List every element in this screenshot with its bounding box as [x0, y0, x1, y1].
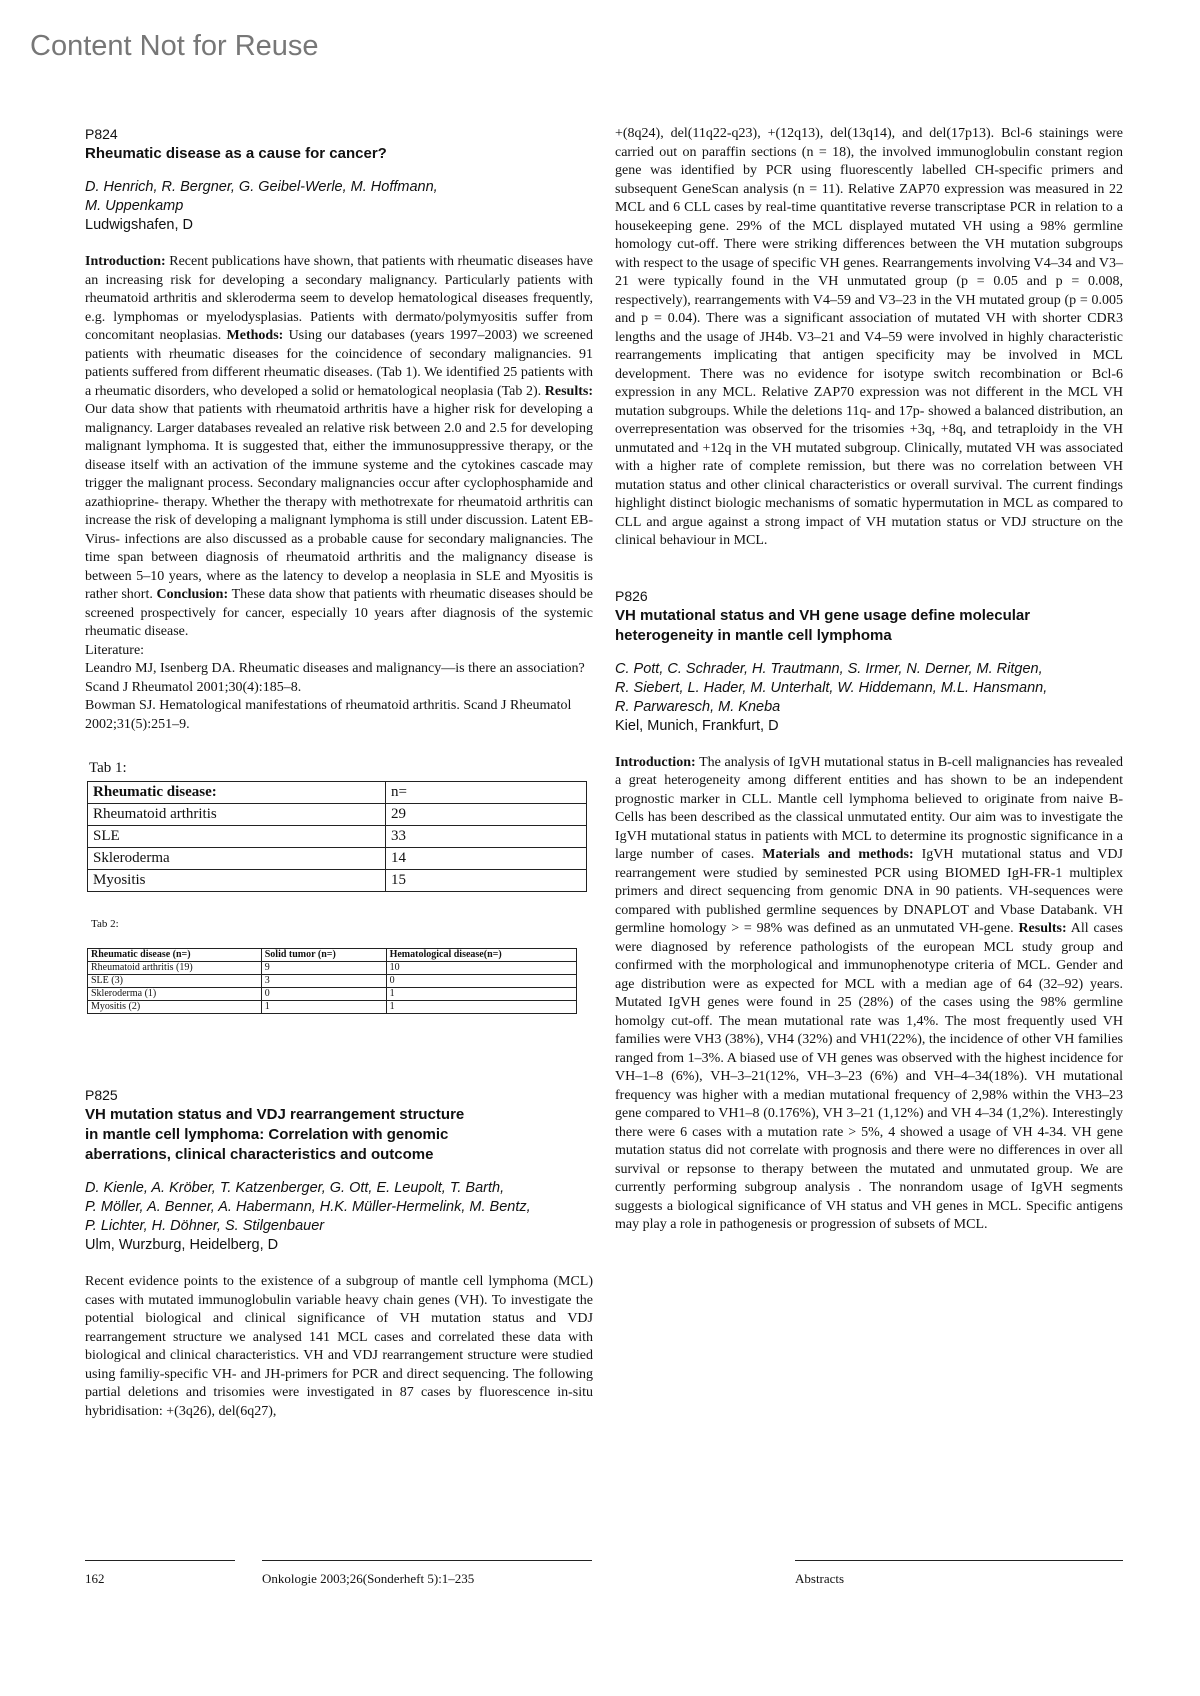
table-cell: 1	[261, 1001, 386, 1014]
table-header-cell: Solid tumor (n=)	[261, 949, 386, 962]
table-cell: Rheumatoid arthritis (19)	[88, 962, 262, 975]
table-2	[87, 948, 577, 1014]
table-cell: 1	[386, 988, 576, 1001]
table-row	[88, 870, 587, 892]
table-cell: 15	[386, 870, 587, 892]
authors-p826: C. Pott, C. Schrader, H. Trautmann, S. Irmer, N. Derner, M. Ritgen, R. Siebert, L. Hader, M. Unterhalt, W. Hiddemann, M.L. Hansmann, R. Parwaresch, M. Kneba	[615, 660, 1048, 715]
table-cell: Skleroderma (1)	[88, 988, 262, 1001]
affiliation-p825: Ulm, Wurzburg, Heidelberg, D	[85, 1237, 279, 1253]
abstract-title-p825: VH mutation status and VDJ rearrangement structure in mantle cell lymphoma: Correlation with genomic aberrations, clinical characteristics and outcome	[85, 1106, 465, 1163]
left-column	[85, 125, 593, 1421]
table-cell: Myositis	[88, 870, 386, 892]
authors-p825: D. Kienle, A. Kröber, T. Katzenberger, G. Ott, E. Leupolt, T. Barth, P. Möller, A. Benner, A. Habermann, H.K. Müller-Hermelink, M. Bentz, P. Lichter, H. Döhner, S. Stilgenbauer	[85, 1180, 531, 1234]
table-row	[88, 988, 577, 1001]
footer-rule-right	[795, 1560, 1123, 1561]
table-cell: 14	[386, 848, 587, 870]
right-column	[615, 125, 1123, 1235]
table-cell: 9	[261, 962, 386, 975]
table-row	[88, 949, 577, 962]
table-cell: 33	[386, 826, 587, 848]
table-row	[88, 975, 577, 988]
table-header-cell: Rheumatic disease (n=)	[88, 949, 262, 962]
footer-rule-left	[85, 1560, 235, 1561]
section-name: Abstracts	[795, 1571, 845, 1586]
journal-citation: Onkologie 2003;26(Sonderheft 5):1–235	[262, 1571, 475, 1586]
abstract-id-p826: P826	[615, 587, 648, 604]
table-cell: Skleroderma	[88, 848, 386, 870]
abstract-body-p825-part2: +(8q24), del(11q22-q23), +(12q13), del(13q14), and del(17p13). Bcl-6 stainings were carried out on paraffin sections (n = 18), the involved immunoglobulin constant region gene was identified by PCR using fluorescently labelled CH-specific primers and subsequent GeneScan analysis (n = 11). Relative ZAP70 expression was measured in 22 MCL and 6 CLL cases by real-time quantitative reverse transcriptase PCR in relation to a housekeeping gene. 29% of the MCL displayed mutated VH using a 98% germline homology cut-off. There were striking differences between the VH mutation subgroups with respect to the usage of specific VH genes. Rearrangements involving V4–34 and V3–21 were typically found in the VH unmutated group (p = 0.05 and p = 0.008, respectively), rearrangements with V4–59 and V3–23 in the VH mutated group (p = 0.005 and p = 0.04). There was a significant association of mutated VH with shorter CDR3 lengths and the usage of JH4b. V3–21 and V4–59 were involved in highly characteristic rearrangements implicating that antigen specificity may be involved in MCL development. There was no evidence for isotype switch recombination or Bcl-6 expression in any MCL. Relative ZAP70 expression was not different in the MCL VH mutation subgroups. While the deletions 11q- and 17p- showed a balanced distribution, an overrepresentation was observed for the trisomies +3q, +8q, and tetraploidy in the VH unmutated and +12q in the VH mutated subgroup. Clinically, mutated VH was associated with a higher rate of complete remission, but there was no correlation between VH mutation status and other clinical characteristics or overall survival. The current findings highlight distinct biologic mechanisms of somatic hypermutation in MCL as compared to CLL and argue against a strong impact of VH mutation status or VDJ structure on the clinical behaviour in MCL.	[615, 126, 1123, 548]
watermark: Content Not for Reuse	[30, 30, 319, 62]
table-header-cell: n=	[386, 782, 587, 804]
table-cell: Myositis (2)	[88, 1001, 262, 1014]
table-cell: 0	[386, 975, 576, 988]
affiliation-p824: Ludwigshafen, D	[85, 217, 194, 233]
table-cell: SLE	[88, 826, 386, 848]
table-cell: 1	[386, 1001, 576, 1014]
table-cell: 3	[261, 975, 386, 988]
abstract-body-p825-part1: Recent evidence points to the existence of a subgroup of mantle cell lymphoma (MCL) cases with mutated immunoglobulin variable heavy chain genes (VH). To investigate the potential biological and clinical significance of VH mutation status and VDJ rearrangement structure we analysed 141 MCL cases and correlated these data with biological and clinical characteristics. VH and VDJ rearrangement structure were studied using familiy-specific VH- and JH-primers for PCR and direct sequencing. The following partial deletions and trisomies were investigated in 87 cases by fluorescence in-situ hybridisation: +(3q26), del(6q27),	[85, 1274, 593, 1419]
table-1-caption: Tab 1:	[89, 760, 127, 776]
table-row	[88, 962, 577, 975]
table-cell: SLE (3)	[88, 975, 262, 988]
abstract-body-p824: Introduction: Recent publications have shown, that patients with rheumatic diseases have an increasing risk for developing a secondary malignancy. Particularly patients with rheumatoid arthritis and skleroderma seem to develop hematological diseases frequently, e.g. lymphomas or myelodysplasias. Patients with dermato/polymyositis suffer from concomitant neoplasias. Methods: Using our databases (years 1997–2003) we screened patients with rheumatic diseases for the coincidence of secondary malignancies. 91 patients suffered from different rheumatic diseases. (Tab 1). We identified 25 patients with a rheumatic disorders, who developed a solid or hematological neoplasia (Tab 2). Results: Our data show that patients with rheumatoid arthritis have a higher risk for developing a malignancy. Larger databases revealed an relative risk between 2.0 and 2.5 for developing malignant lymphoma. It is suggested that, either the immunosuppressive therapy, or the disease itself with an activation of the immune systeme and the cytokines cascade may trigger the malignant process. Secondary malignancies occur after cyclophosphamide and azathioprine- therapy. Whether the therapy with methotrexate for rheumatoid arthritis can increase the risk of developing a malignant lymphoma is still under discussion. Latent EB-Virus- infections are also discussed as a probable cause for secondary malignancies. The time span between diagnosis of rheumatoid arthritis and the malignancy disease is between 5–10 years, where as the latency to develop a neoplasia in SLE and Myositis is rather short. Conclusion: These data show that patients with rheumatic diseases should be screened prospectively for cancer, especially 10 years after diagnosis of the systemic rheumatic disease.	[85, 254, 593, 639]
footer-rule-middle	[262, 1560, 592, 1561]
table-2-caption: Tab 2:	[91, 918, 119, 930]
table-cell: 0	[261, 988, 386, 1001]
table-cell: 10	[386, 962, 576, 975]
affiliation-p826: Kiel, Munich, Frankfurt, D	[615, 717, 779, 734]
abstract-id-p825: P825	[85, 1087, 118, 1103]
table-header-cell: Rheumatic disease:	[88, 782, 386, 804]
page-number: 162	[85, 1571, 105, 1586]
table-row	[88, 804, 587, 826]
abstract-p826	[615, 587, 1123, 1235]
abstract-title-p826: VH mutational status and VH gene usage define molecular heterogeneity in mantle cell lymphoma	[615, 606, 1031, 644]
table-header-cell: Hematological disease(n=)	[386, 949, 576, 962]
table-row	[88, 826, 587, 848]
table-1	[87, 781, 587, 892]
authors-p824: D. Henrich, R. Bergner, G. Geibel-Werle, M. Hoffmann, M. Uppenkamp	[85, 179, 438, 214]
table-cell: Rheumatoid arthritis	[88, 804, 386, 826]
abstract-body-p826: Introduction: The analysis of IgVH mutational status in B-cell malignancies has revealed a great heterogeneity among different entities and has shown to be an independent prognostic marker in CLL. Mantle cell lymphoma believed to originate from naive B-Cells has been described as the classical unmutated entity. Our aim was to investigate the IgVH mutational status in patients with MCL to determine its prognostic significance in a large number of cases. Materials and methods: IgVH mutational status and VDJ rearrangement were studied by seminested PCR using BIOMED IgH-FR-1 multiplex primers and direct sequencing from genomic DNA in 90 patients. VH-sequences were compared with published germline sequences by DNAPLOT and Vbase Databank. VH germline homology > = 98% was defined as an unmutated VH-gene. Results: All cases were diagnosed by reference pathologists of the european MCL study group and confirmed with the morphological and immunophenotype criteria of MCL. Gender and age distribution were as expected for MCL with a median age of 64 (32–92) years. Mutated IgVH genes were found in 25 (28%) of the cases using the 98% germline homolgy cut-off. The mean mutational rate was 1,4%. The most frequently used VH families were VH3 (38%), VH4 (32%) and VH1(22%), the incidence of other VH families ranged from 1–3%. A biased use of VH genes was observed with the highest incidence for VH–1–8 (6%), VH–3–21(12%, VH–3–23 (6%) and VH–4–34(18%). VH mutational frequency was higher with a median mutational frequency of 2,98% within the VH3–23 gene compared to VH1–8 (0.176%), VH 3–21 (1,12%) and VH 4–34 (1,2%). Interestingly there were 6 cases with a mutation rate > 5%, 4 showed a usage of VH 4-34. VH gene mutation status did not correlate with prognosis and there were no differences in over all survival or repsonse to therapy between the mutated and unmutated group. We are currently performing subgroup analysis . The nonrandom usage of IgVH segments suggests a biological significance of VH status and VH genes in MCL. Specific antigens may play a role in pathogenesis or progression of subsets of MCL.	[615, 754, 1123, 1232]
literature-label: Literature:	[85, 642, 145, 658]
reference-1: Leandro MJ, Isenberg DA. Rheumatic diseases and malignancy—is there an association? Scand J Rheumatol 2001;30(4):185–8.	[85, 661, 585, 695]
table-cell: 29	[386, 804, 587, 826]
table-row	[88, 848, 587, 870]
abstract-id-p824: P824	[85, 126, 118, 142]
reference-2: Bowman SJ. Hematological manifestations of rheumatoid arthritis. Scand J Rheumatol 2002;31(5):251–9.	[85, 698, 572, 732]
table-row	[88, 782, 587, 804]
table-row	[88, 1001, 577, 1014]
abstract-p825-start	[85, 1086, 593, 1421]
abstract-title-p824: Rheumatic disease as a cause for cancer?	[85, 145, 387, 162]
